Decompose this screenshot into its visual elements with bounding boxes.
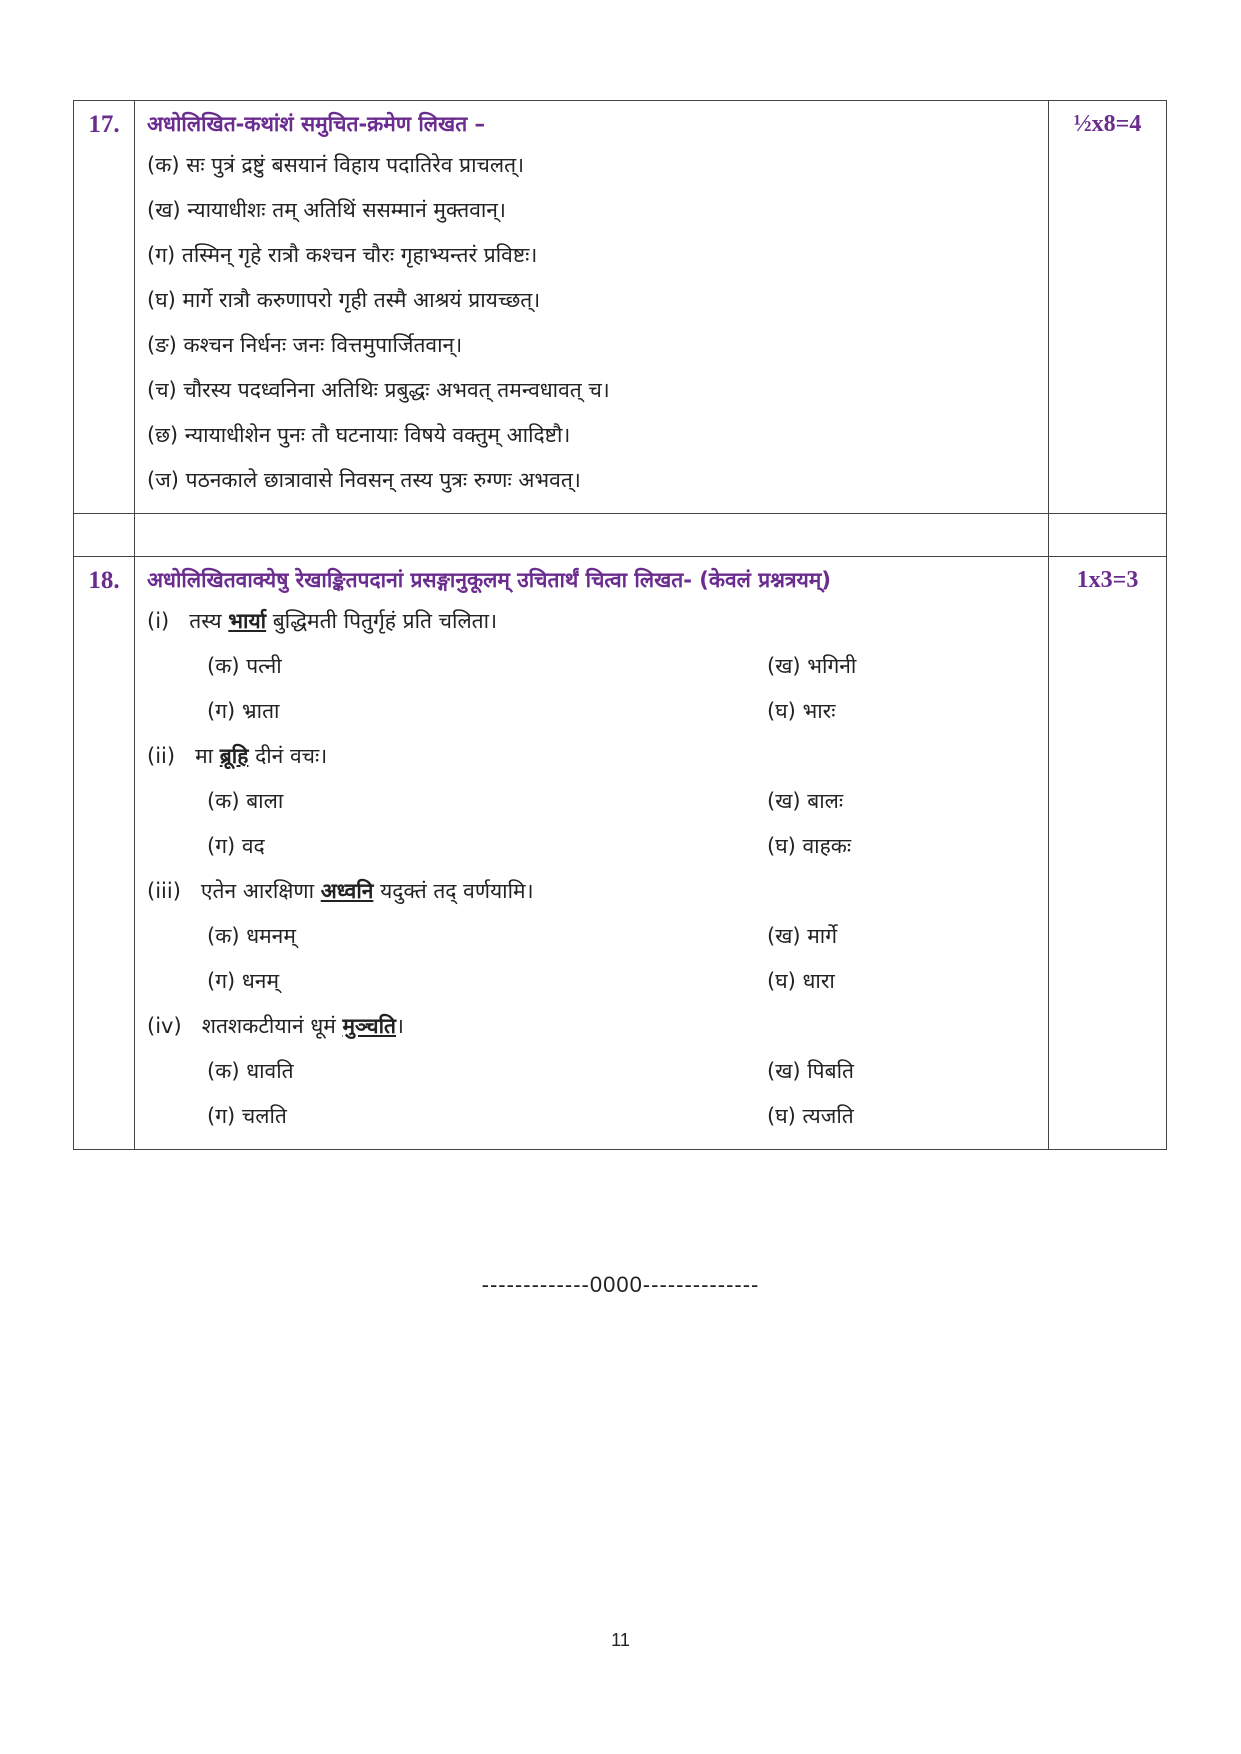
q18-item-2-options-row-2: [147, 824, 1038, 869]
q18-item-label: (ii): [147, 744, 176, 768]
q18-item-2-sentence: [147, 734, 1038, 779]
question-17-marks: ½x8=4: [1049, 101, 1167, 514]
spacer-cell-marks: [1049, 514, 1167, 557]
question-17-number: 17.: [74, 101, 135, 514]
q17-line-kha: (ख) न्यायाधीशः तम् अतिथिं ससम्मानं मुक्तवान्।: [147, 198, 506, 222]
underlined-word: मुञ्चति: [342, 1014, 397, 1038]
question-17-content: [135, 101, 1049, 514]
questions-table: [73, 100, 1167, 1150]
underlined-word: ब्रूहि: [219, 744, 249, 768]
option-a: (क) बाला: [207, 789, 284, 813]
option-c: (ग) चलति: [207, 1104, 287, 1128]
option-a: (क) धावति: [207, 1059, 294, 1083]
option-a: (क) धमनम्: [207, 924, 296, 948]
q18-item-4-options-row-1: [147, 1049, 1038, 1094]
q17-line-cha: (च) चौरस्य पदध्वनिना अतिथिः प्रबुद्धः अभवत् तमन्वधावत् च।: [147, 378, 610, 402]
q18-item-before: एतेन आरक्षिणा: [200, 879, 315, 903]
q18-item-before: मा: [195, 744, 214, 768]
question-18-content: [135, 557, 1049, 1150]
option-d: (घ) भारः: [767, 699, 836, 723]
q17-line-nga: (ङ) कश्चन निर्धनः जनः वित्तमुपार्जितवान्।: [147, 333, 463, 357]
underlined-word: भार्या: [228, 609, 267, 633]
option-b: (ख) पिबति: [767, 1059, 855, 1083]
q18-item-3-options-row-2: [147, 959, 1038, 1004]
q18-item-1-options-row-1: [147, 644, 1038, 689]
option-c: (ग) वद: [207, 834, 265, 858]
q17-line-gha: (घ) मार्गे रात्रौ करुणापरो गृही तस्मै आश्रयं प्रायच्छत्।: [147, 288, 541, 312]
q18-item-label: (iv): [147, 1014, 182, 1038]
q18-item-after: ।: [396, 1014, 404, 1038]
option-d: (घ) वाहकः: [767, 834, 852, 858]
q17-line-ka: (क) सः पुत्रं द्रष्टुं बसयानं विहाय पदातिरेव प्राचलत्।: [147, 153, 525, 177]
q18-item-4-sentence: [147, 1004, 1038, 1049]
q18-item-after: दीनं वचः।: [255, 744, 328, 768]
q18-item-before: शतशकटीयानं धूमं: [201, 1014, 336, 1038]
q18-item-label: (iii): [147, 879, 181, 903]
q17-line-chha: (छ) न्यायाधीशेन पुनः तौ घटनायाः विषये वक्तुम् आदिष्टौ।: [147, 423, 571, 447]
q18-item-2-options-row-1: [147, 779, 1038, 824]
option-b: (ख) मार्गे: [767, 924, 838, 948]
question-18-heading: अधोलिखितवाक्येषु रेखाङ्कितपदानां प्रसङ्गानुकूलम् उचितार्थं चित्वा लिखत- (केवलं प्रश्नत्रयम्): [147, 568, 831, 592]
end-separator: -------------0000--------------: [481, 1272, 760, 1297]
q18-item-1-sentence: [147, 599, 1038, 644]
q17-line-ga: (ग) तस्मिन् गृहे रात्रौ कश्चन चौरः गृहाभ्यन्तरं प्रविष्टः।: [147, 243, 538, 267]
q18-item-before: तस्य: [189, 609, 222, 633]
spacer-cell-number: [74, 514, 135, 557]
option-c: (ग) भ्राता: [207, 699, 280, 723]
q18-item-3-sentence: [147, 869, 1038, 914]
q17-line-ja: (ज) पठनकाले छात्रावासे निवसन् तस्य पुत्रः रुग्णः अभवत्।: [147, 468, 581, 492]
q18-item-after: यदुक्तं तद् वर्णयामि।: [380, 879, 534, 903]
question-18-number: 18.: [74, 557, 135, 1150]
option-d: (घ) त्यजति: [767, 1104, 854, 1128]
page-number: 11: [611, 1630, 630, 1650]
underlined-word: अध्वनि: [320, 879, 374, 903]
question-18-row: [74, 557, 1167, 1150]
question-17-row: [74, 101, 1167, 514]
q18-item-4-options-row-2: [147, 1094, 1038, 1139]
question-18-marks: 1x3=3: [1049, 557, 1167, 1150]
option-d: (घ) धारा: [767, 969, 835, 993]
spacer-cell-content: [135, 514, 1049, 557]
spacer-row: [74, 514, 1167, 557]
q18-item-after: बुद्धिमती पितुर्गृहं प्रति चलिता।: [272, 609, 498, 633]
question-17-heading: अधोलिखित-कथांशं समुचित-क्रमेण लिखत –: [147, 112, 485, 136]
option-b: (ख) भगिनी: [767, 654, 857, 678]
option-b: (ख) बालः: [767, 789, 844, 813]
option-c: (ग) धनम्: [207, 969, 280, 993]
q18-item-label: (i): [147, 609, 170, 633]
q18-item-1-options-row-2: [147, 689, 1038, 734]
q18-item-3-options-row-1: [147, 914, 1038, 959]
option-a: (क) पत्नी: [207, 654, 282, 678]
